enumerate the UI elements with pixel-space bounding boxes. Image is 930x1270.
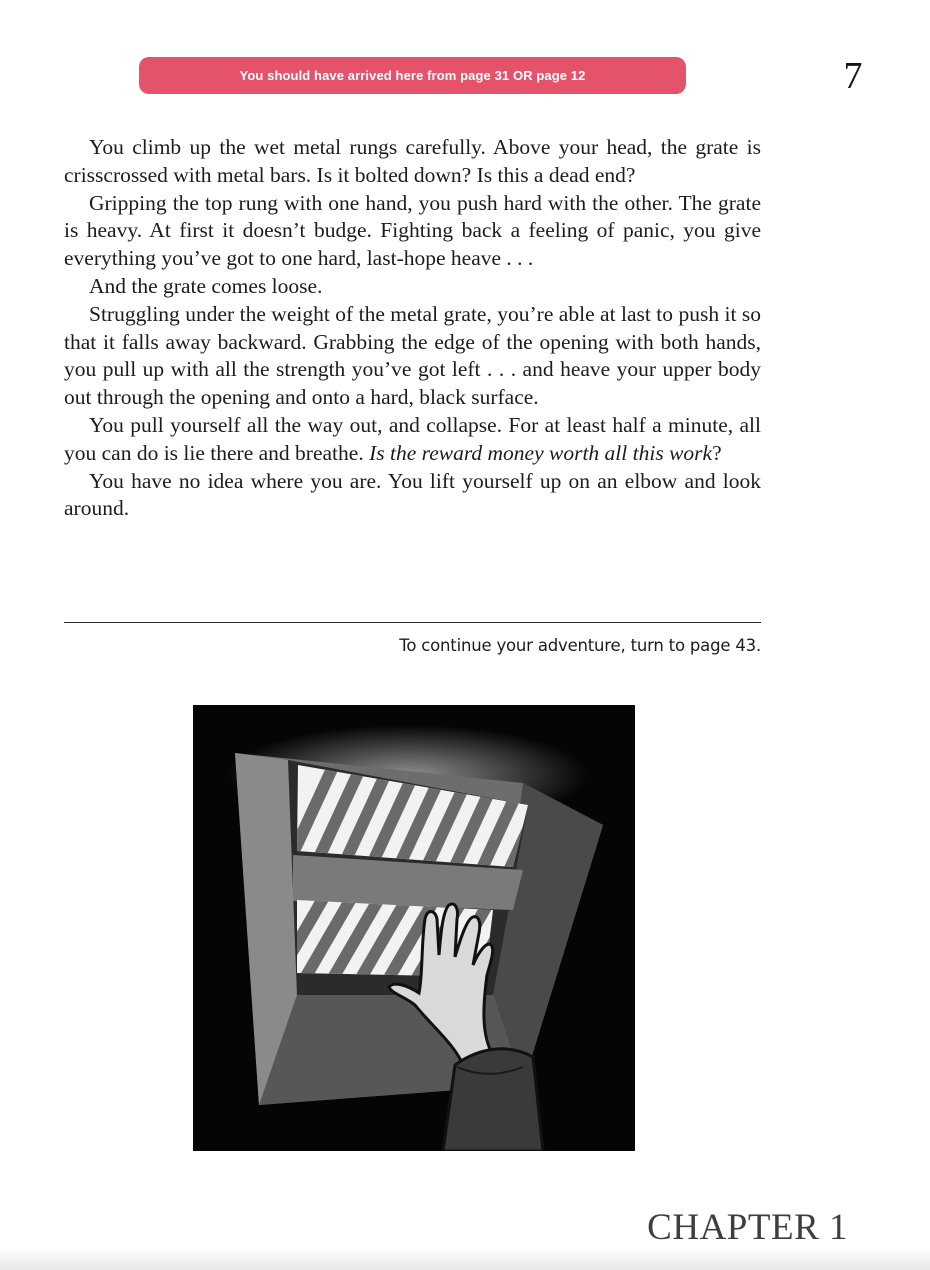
story-paragraph: You climb up the wet metal rungs carefully. Above your head, the grate is crisscrossed with metal bars. Is it bolted down? Is this a dead end? bbox=[64, 135, 761, 187]
hand-pushing-grate-icon bbox=[193, 705, 635, 1151]
story-text bbox=[64, 134, 761, 523]
page-edge-shadow bbox=[0, 1248, 930, 1270]
section-divider bbox=[64, 622, 761, 623]
story-paragraph: Gripping the top rung with one hand, you push hard with the other. The grate is heavy. At first it doesn’t budge. Fighting back a feeling of panic, you give everything you’ve got to one hard, last-hope heave . . . bbox=[64, 190, 761, 271]
story-paragraph: You have no idea where you are. You lift yourself up on an elbow and look around. bbox=[64, 468, 761, 521]
story-paragraph-text: You pull yourself all the way out, and collapse. For at least half a minute, all you can do is lie there and breathe. bbox=[64, 412, 761, 465]
arrival-banner-text: You should have arrived here from page 31 OR page 12 bbox=[239, 68, 586, 83]
story-paragraph: And the grate comes loose. bbox=[89, 273, 323, 298]
page-number: 7 bbox=[843, 55, 863, 97]
chapter-label: CHAPTER 1 bbox=[647, 1207, 848, 1248]
grate-illustration bbox=[193, 705, 635, 1151]
arrival-banner bbox=[139, 57, 686, 94]
story-paragraph-end: ? bbox=[712, 440, 722, 465]
story-italic-thought: Is the reward money worth all this work bbox=[369, 440, 713, 465]
story-paragraph: Struggling under the weight of the metal grate, you’re able at last to push it so that it falls away backward. Grabbing the edge of the opening with both hands, you pull up with all the strength you’ve got left . . . and heave your upper body out through the opening and onto a hard, black surface. bbox=[64, 301, 761, 410]
story-paragraph bbox=[64, 412, 761, 468]
continue-instruction: To continue your adventure, turn to page 43. bbox=[399, 636, 761, 655]
